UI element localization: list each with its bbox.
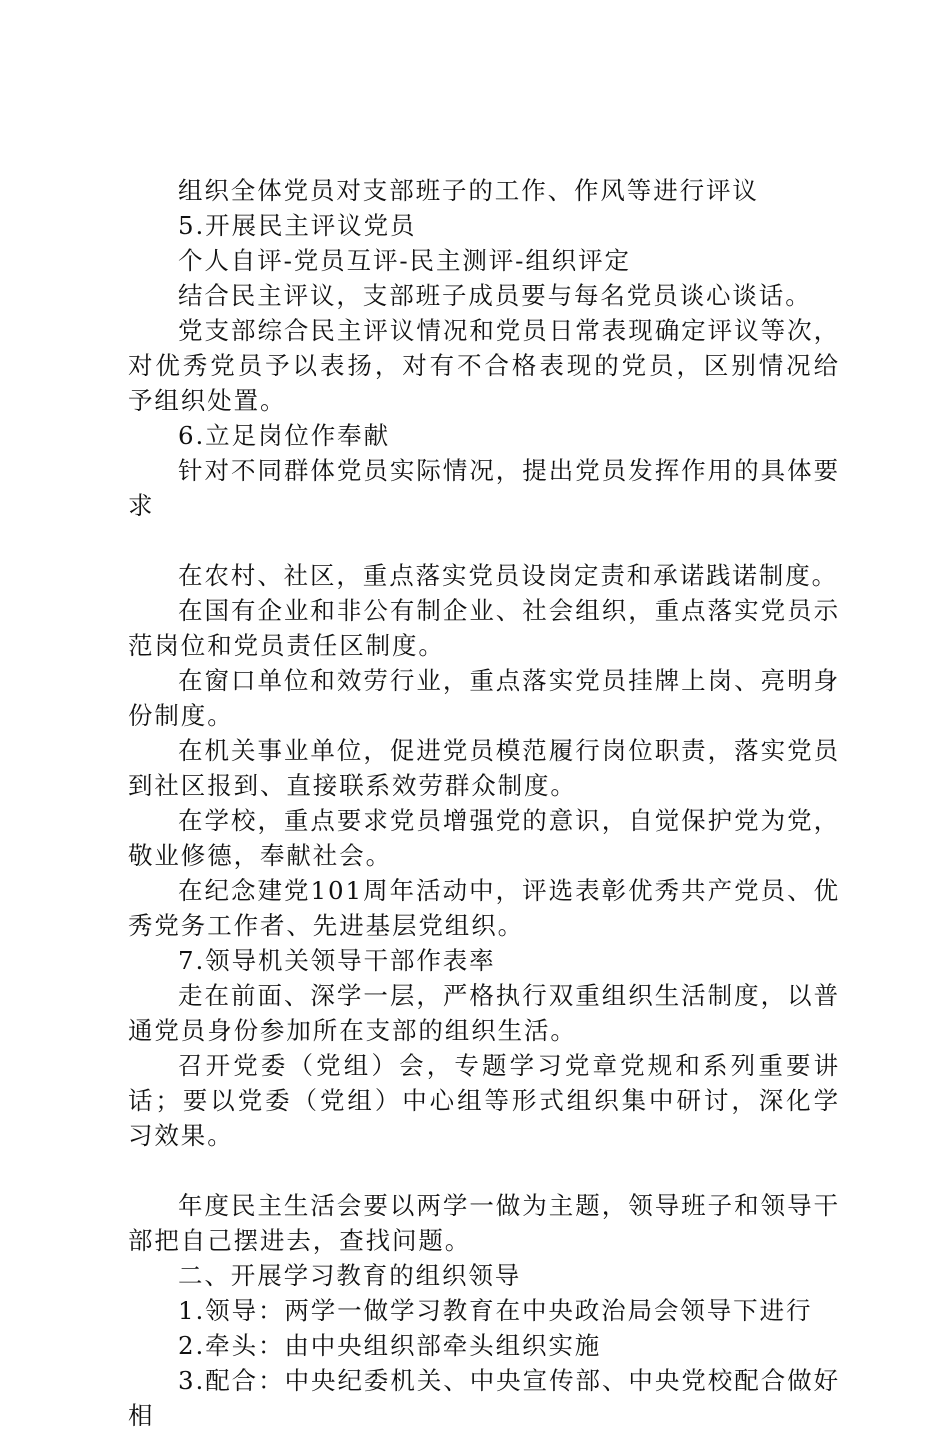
section-heading: 6.立足岗位作奉献 [178,421,390,450]
paragraph: 在学校，重点要求党员增强党的意识，自觉保护党为党，敬业修德，奉献社会。 [128,806,840,870]
paragraph: 3.配合：中央纪委机关、中央宣传部、中央党校配合做好相 [128,1366,840,1430]
paragraph: 党支部综合民主评议情况和党员日常表现确定评议等次，对优秀党员予以表扬，对有不合格表现的党员，区别情况给予组织处置。 [128,316,840,415]
paragraph: 年度民主生活会要以两学一做为主题，领导班子和领导干部把自己摆进去，查找问题。 [128,1191,840,1255]
paragraph: 在国有企业和非公有制企业、社会组织，重点落实党员示范岗位和党员责任区制度。 [128,596,840,660]
paragraph: 组织全体党员对支部班子的工作、作风等进行评议 [178,176,759,205]
blank-line [128,523,840,558]
document-body [128,173,840,1433]
paragraph: 走在前面、深学一层，严格执行双重组织生活制度，以普通党员身份参加所在支部的组织生活。 [128,981,840,1045]
section-heading: 5.开展民主评议党员 [178,211,417,240]
blank-line [128,1153,840,1188]
paragraph: 个人自评-党员互评-民主测评-组织评定 [178,246,631,275]
paragraph: 在农村、社区，重点落实党员设岗定责和承诺践诺制度。 [178,561,838,590]
paragraph: 在机关事业单位，促进党员模范履行岗位职责，落实党员到社区报到、直接联系效劳群众制度。 [128,736,840,800]
paragraph: 结合民主评议，支部班子成员要与每名党员谈心谈话。 [178,281,812,310]
section-heading: 二、开展学习教育的组织领导 [178,1261,522,1290]
paragraph: 针对不同群体党员实际情况，提出党员发挥作用的具体要求 [128,456,840,520]
paragraph: 1.领导：两学一做学习教育在中央政治局会领导下进行 [178,1296,813,1325]
paragraph: 在纪念建党101周年活动中，评选表彰优秀共产党员、优秀党务工作者、先进基层党组织。 [128,876,840,940]
paragraph: 召开党委（党组）会，专题学习党章党规和系列重要讲话；要以党委（党组）中心组等形式组织集中研讨，深化学习效果。 [128,1051,840,1150]
paragraph: 2.牵头：由中央组织部牵头组织实施 [178,1331,602,1360]
section-heading: 7.领导机关领导干部作表率 [178,946,496,975]
paragraph: 在窗口单位和效劳行业，重点落实党员挂牌上岗、亮明身份制度。 [128,666,840,730]
